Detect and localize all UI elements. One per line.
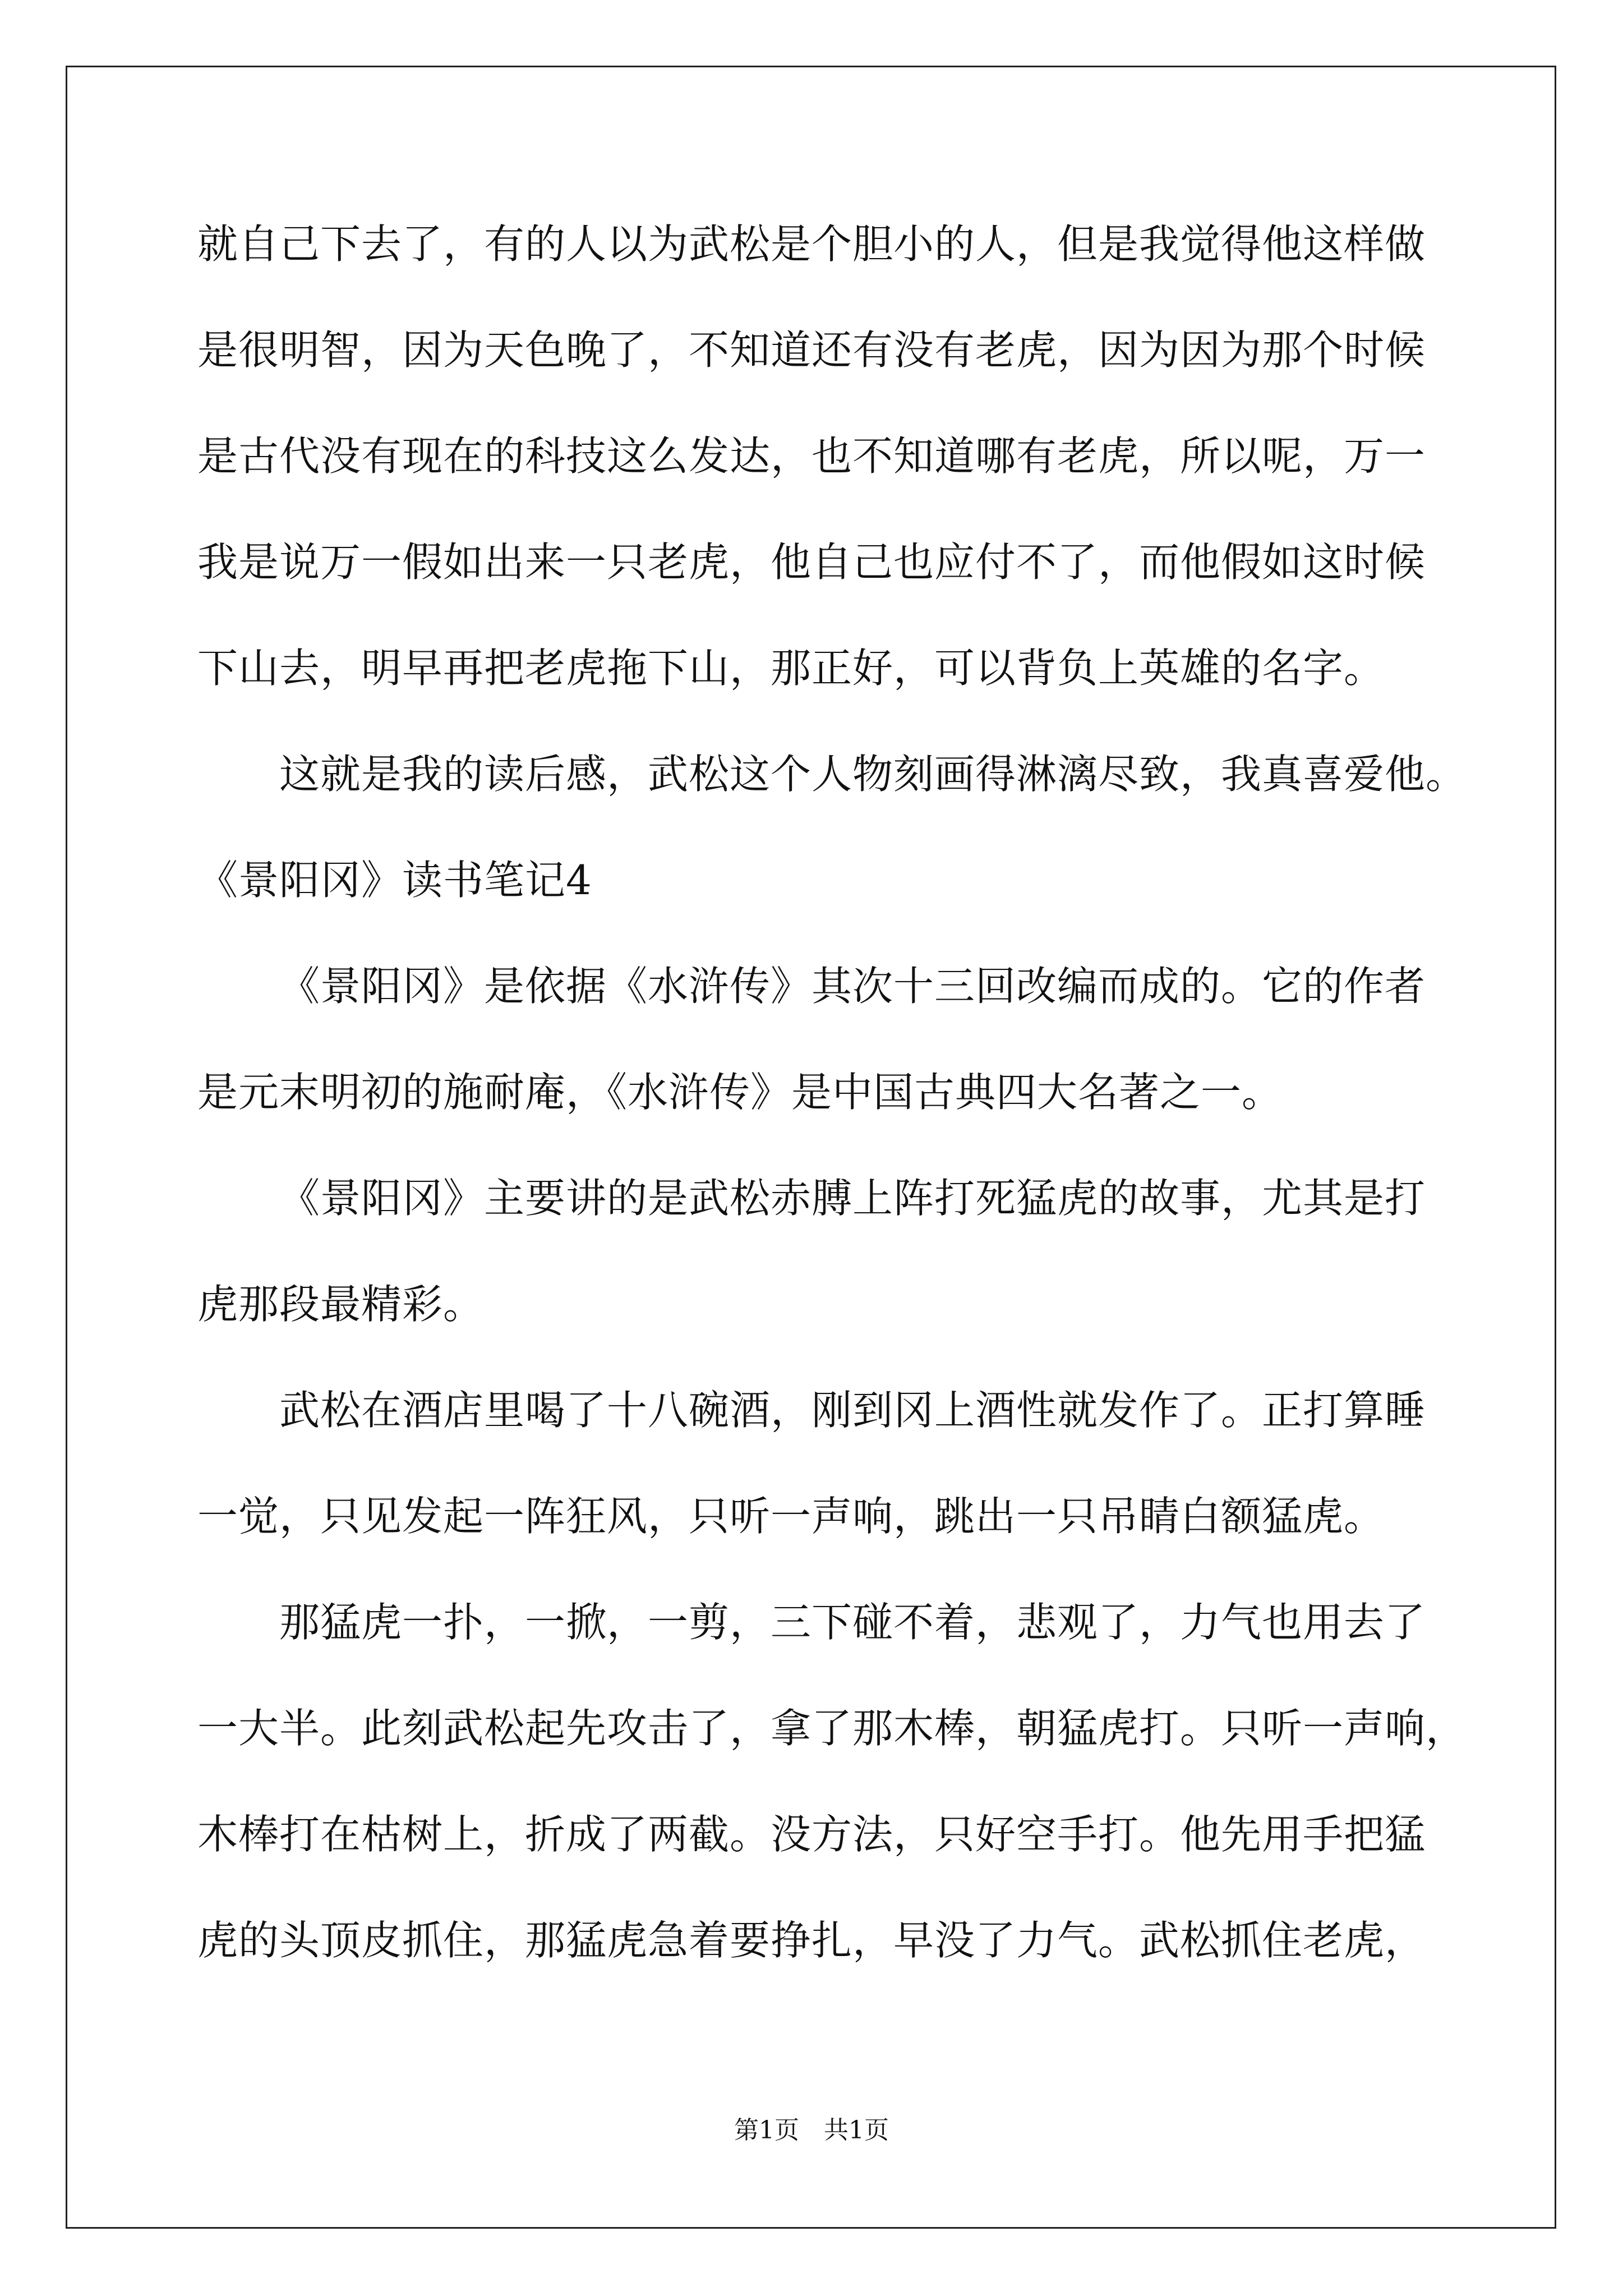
paragraph-line: 《景阳冈》是依据《水浒传》其次十三回改编而成的。它的作者: [279, 963, 1426, 1010]
page-footer: 第1页 共1页: [734, 2116, 889, 2145]
text-line: 一觉，只见发起一阵狂风，只听一声响，跳出一只吊睛白额猛虎。: [197, 1493, 1385, 1540]
text-line: 一大半。此刻武松起先攻击了，拿了那木棒，朝猛虎打。只听一声响，: [197, 1705, 1467, 1752]
text-line: 就自己下去了，有的人以为武松是个胆小的人，但是我觉得他这样做: [197, 220, 1426, 268]
text-line: 是古代没有现在的科技这么发达，也不知道哪有老虎，所以呢，万一: [197, 432, 1426, 480]
text-line: 下山去，明早再把老虎拖下山，那正好，可以背负上英雄的名字。: [197, 645, 1385, 692]
text-line: 是很明智，因为天色晚了，不知道还有没有老虎，因为因为那个时候: [197, 326, 1426, 374]
paragraph-line: 那猛虎一扑，一掀，一剪，三下碰不着，悲观了，力气也用去了: [279, 1599, 1426, 1646]
text-line: 虎的头顶皮抓住，那猛虎急着要挣扎，早没了力气。武松抓住老虎，: [197, 1917, 1426, 1964]
document-body: [197, 213, 1467, 2016]
text-line: 我是说万一假如出来一只老虎，他自己也应付不了，而他假如这时候: [197, 539, 1426, 586]
paragraph-line: 《景阳冈》主要讲的是武松赤膊上阵打死猛虎的故事，尤其是打: [279, 1175, 1426, 1222]
paragraph-line: 这就是我的读后感，武松这个人物刻画得淋漓尽致，我真喜爱他。: [279, 751, 1467, 798]
section-heading: 《景阳冈》读书笔记4: [197, 857, 592, 904]
text-line: 是元末明初的施耐庵，《水浒传》是中国古典四大名著之一。: [197, 1069, 1283, 1116]
text-line: 虎那段最精彩。: [197, 1281, 485, 1328]
text-line: 木棒打在枯树上，折成了两截。没方法，只好空手打。他先用手把猛: [197, 1811, 1426, 1858]
paragraph-line: 武松在酒店里喝了十八碗酒，刚到冈上酒性就发作了。正打算睡: [279, 1387, 1426, 1434]
